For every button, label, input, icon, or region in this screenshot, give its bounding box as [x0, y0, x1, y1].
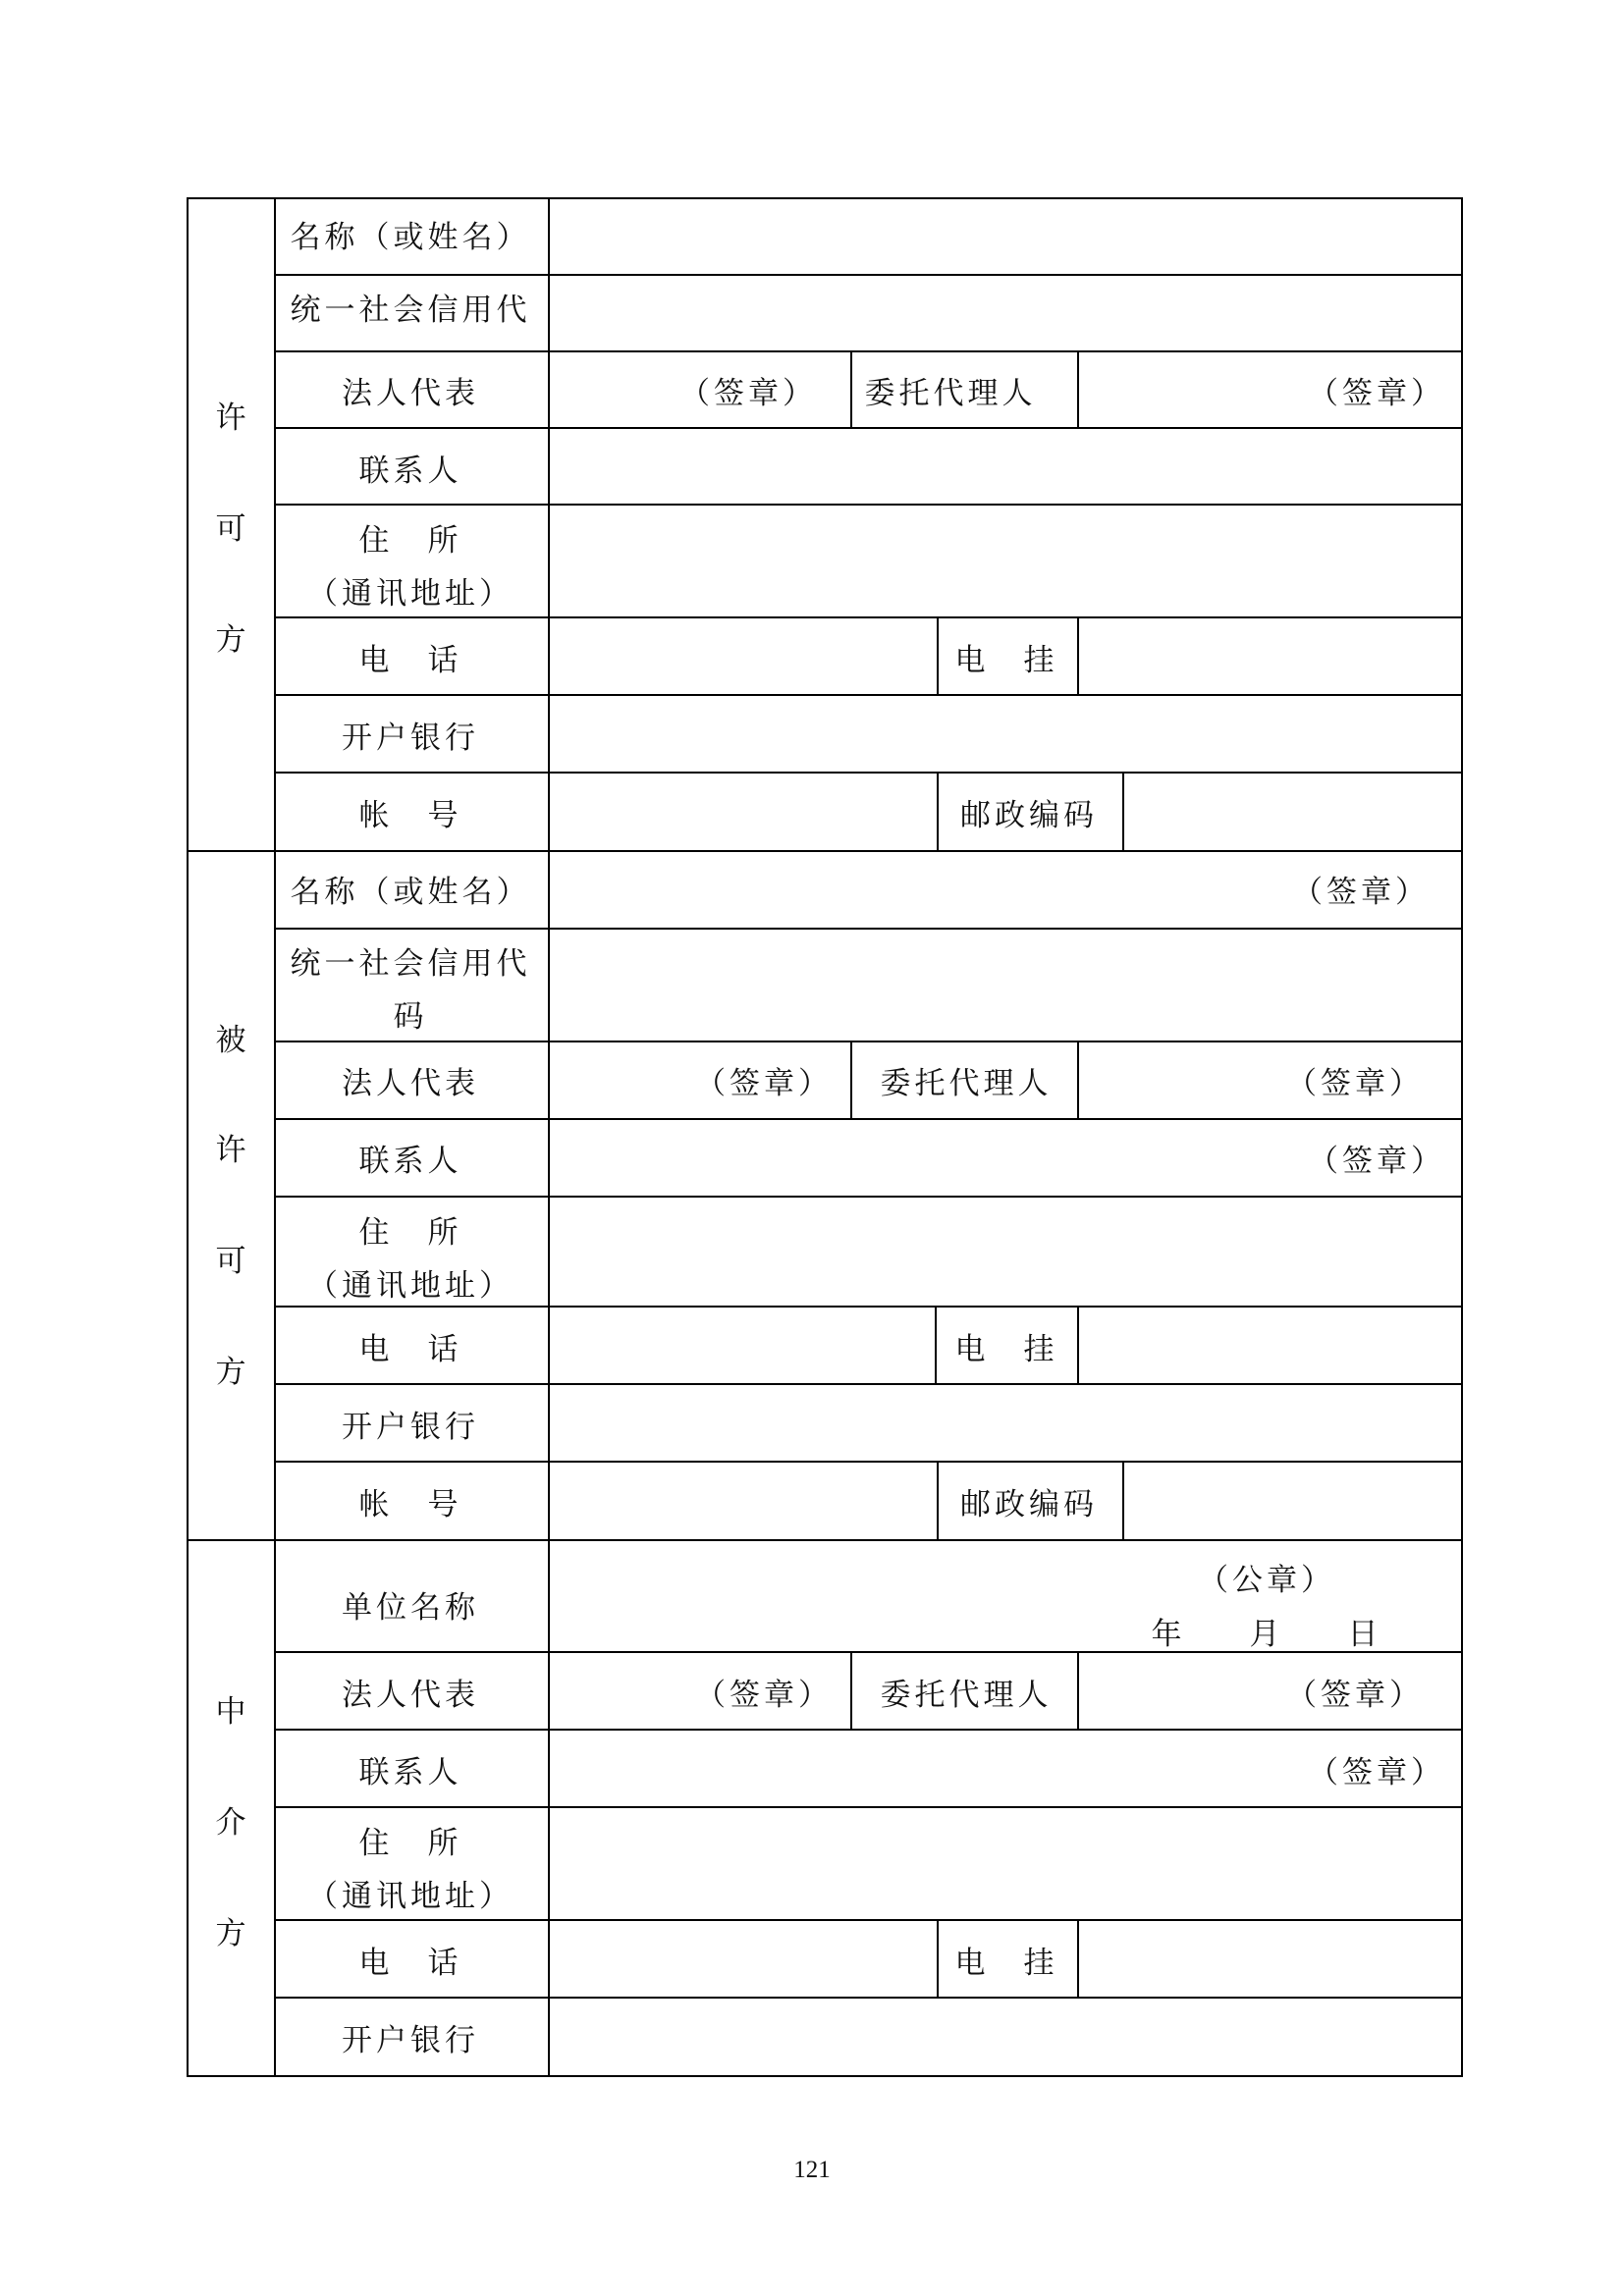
licensor-side-label-3: 方 — [215, 622, 246, 658]
column-divider — [548, 197, 550, 2077]
intermediary-agent-label: 委托代理人 — [880, 1678, 1053, 1713]
licensee-account-label: 帐 号 — [358, 1487, 462, 1522]
licensor-address-label: 住 所 — [358, 523, 462, 559]
cell-divider — [937, 616, 939, 694]
row-divider — [274, 1729, 1463, 1731]
row-divider — [274, 1919, 1463, 1921]
cell-divider — [1122, 772, 1124, 850]
page-number: 121 — [793, 2157, 831, 2183]
row-divider — [274, 1383, 1463, 1385]
column-divider — [274, 197, 276, 2077]
licensee-agent-sign: （签章） — [1286, 1066, 1424, 1101]
cell-divider — [935, 1306, 937, 1383]
licensor-legal-rep-label: 法人代表 — [342, 376, 479, 411]
intermediary-side-label-3: 方 — [215, 1916, 246, 1951]
table-border-top — [187, 197, 1463, 199]
intermediary-date-year: 年 — [1151, 1617, 1186, 1652]
licensor-credit-code-label: 统一社会信用代 — [290, 293, 531, 328]
table-border-left — [187, 197, 189, 2077]
row-divider — [274, 350, 1463, 352]
licensor-side-label-1: 许 — [215, 400, 246, 436]
row-divider — [274, 1118, 1463, 1120]
licensor-agent-sign: （签章） — [1308, 376, 1445, 411]
row-divider — [274, 274, 1463, 276]
cell-divider — [850, 1651, 852, 1729]
licensee-agent-label: 委托代理人 — [880, 1066, 1053, 1101]
intermediary-legal-rep-label: 法人代表 — [342, 1678, 479, 1713]
licensee-side-label-4: 方 — [215, 1355, 246, 1390]
intermediary-contact-sign: （签章） — [1308, 1755, 1445, 1790]
licensee-contact-sign: （签章） — [1308, 1144, 1445, 1179]
intermediary-telegraph-label: 电 挂 — [954, 1946, 1058, 1981]
licensee-name-label: 名称（或姓名） — [290, 875, 531, 910]
licensor-legal-rep-sign: （签章） — [679, 376, 817, 411]
row-divider — [274, 694, 1463, 696]
row-divider — [274, 772, 1463, 774]
licensor-bank-label: 开户银行 — [342, 721, 479, 756]
licensor-phone-label: 电 话 — [358, 643, 462, 678]
section-divider — [187, 1539, 1463, 1541]
row-divider — [274, 1461, 1463, 1463]
licensee-legal-rep-sign: （签章） — [695, 1066, 833, 1101]
intermediary-date-month: 月 — [1249, 1617, 1284, 1652]
licensee-side-label-2: 许 — [215, 1133, 246, 1168]
licensee-credit-code-label: 统一社会信用代 — [290, 946, 531, 982]
intermediary-side-label-1: 中 — [215, 1694, 246, 1730]
licensor-telegraph-label: 电 挂 — [954, 643, 1058, 678]
row-divider — [274, 1306, 1463, 1308]
row-divider — [274, 427, 1463, 429]
licensor-address-label-sub: （通讯地址） — [307, 576, 514, 612]
licensee-contact-label: 联系人 — [358, 1144, 462, 1179]
intermediary-legal-rep-sign: （签章） — [695, 1678, 833, 1713]
licensee-name-sign: （签章） — [1292, 875, 1430, 910]
intermediary-unit-name-label: 单位名称 — [342, 1590, 479, 1626]
intermediary-date-day: 日 — [1347, 1617, 1382, 1652]
row-divider — [274, 1997, 1463, 1999]
licensor-name-label: 名称（或姓名） — [290, 220, 531, 255]
intermediary-bank-label: 开户银行 — [342, 2023, 479, 2058]
licensee-bank-label: 开户银行 — [342, 1410, 479, 1445]
licensee-side-label-3: 可 — [215, 1244, 246, 1279]
cell-divider — [1077, 1306, 1079, 1383]
licensee-postcode-label: 邮政编码 — [960, 1487, 1098, 1522]
licensee-side-label-1: 被 — [215, 1023, 246, 1058]
licensee-address-label-sub: （通讯地址） — [307, 1268, 514, 1304]
intermediary-official-seal: （公章） — [1198, 1563, 1335, 1598]
cell-divider — [850, 1041, 852, 1118]
licensor-side-label-2: 可 — [215, 511, 246, 547]
table-border-bottom — [187, 2075, 1463, 2077]
row-divider — [274, 1196, 1463, 1198]
licensee-legal-rep-label: 法人代表 — [342, 1066, 479, 1101]
cell-divider — [937, 1919, 939, 1997]
cell-divider — [1077, 1919, 1079, 1997]
row-divider — [274, 928, 1463, 930]
intermediary-phone-label: 电 话 — [358, 1946, 462, 1981]
intermediary-side-label-2: 介 — [215, 1805, 246, 1841]
licensor-postcode-label: 邮政编码 — [960, 798, 1098, 833]
intermediary-agent-sign: （签章） — [1286, 1678, 1424, 1713]
licensor-account-label: 帐 号 — [358, 798, 462, 833]
cell-divider — [850, 350, 852, 427]
licensee-phone-label: 电 话 — [358, 1332, 462, 1367]
row-divider — [274, 1651, 1463, 1653]
table-border-right — [1461, 197, 1463, 2077]
licensor-contact-label: 联系人 — [358, 454, 462, 489]
section-divider — [187, 850, 1463, 852]
row-divider — [274, 616, 1463, 618]
cell-divider — [937, 1461, 939, 1539]
intermediary-address-label: 住 所 — [358, 1826, 462, 1861]
licensee-credit-code-label-sub: 码 — [393, 999, 428, 1035]
intermediary-contact-label: 联系人 — [358, 1755, 462, 1790]
licensor-agent-label: 委托代理人 — [864, 376, 1037, 411]
cell-divider — [1077, 1651, 1079, 1729]
cell-divider — [937, 772, 939, 850]
row-divider — [274, 504, 1463, 506]
licensee-address-label: 住 所 — [358, 1215, 462, 1251]
intermediary-address-label-sub: （通讯地址） — [307, 1879, 514, 1914]
licensee-telegraph-label: 电 挂 — [954, 1332, 1058, 1367]
cell-divider — [1122, 1461, 1124, 1539]
cell-divider — [1077, 616, 1079, 694]
cell-divider — [1077, 1041, 1079, 1118]
cell-divider — [1077, 350, 1079, 427]
row-divider — [274, 1041, 1463, 1042]
row-divider — [274, 1806, 1463, 1808]
